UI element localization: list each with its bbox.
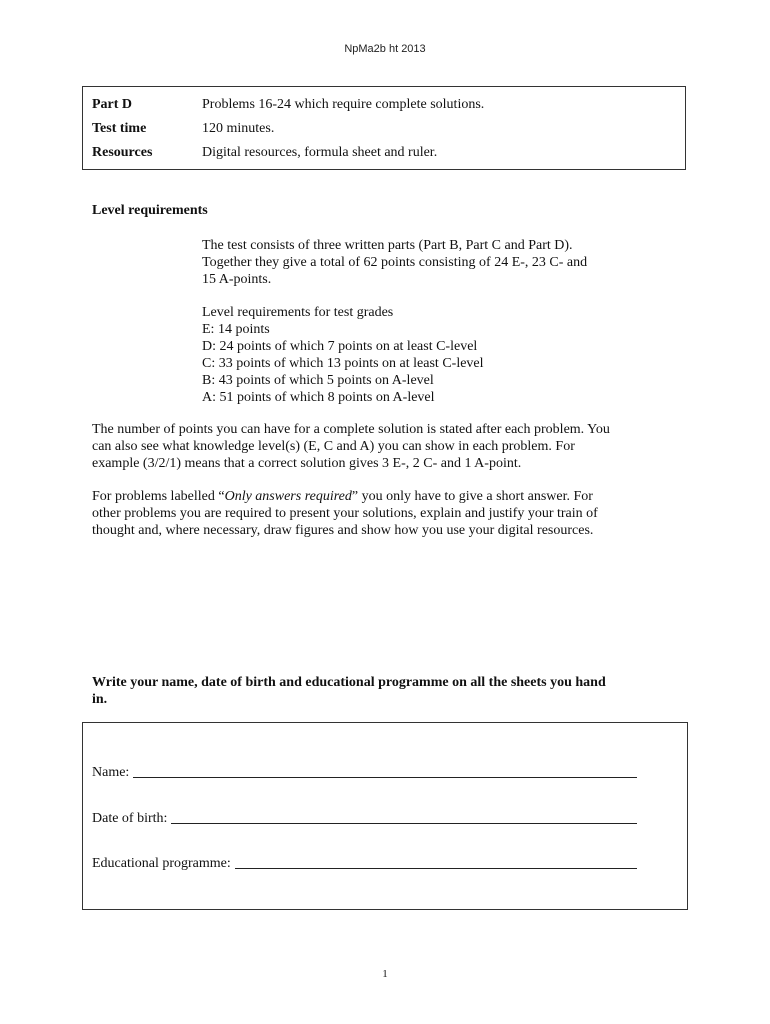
grade-requirement-b: B: 43 points of which 5 points on A-level (202, 373, 434, 388)
hand-in-instruction-line-1: Write your name, date of birth and educational programme on all the sheets you hand (92, 675, 606, 690)
info-value-part: Problems 16-24 which require complete solutions. (202, 97, 485, 112)
grade-requirements-heading: Level requirements for test grades (202, 305, 394, 320)
answers-info-paragraph (92, 488, 682, 539)
document-code-header: NpMa2b ht 2013 (344, 43, 426, 55)
educational-programme-line[interactable] (235, 854, 637, 869)
grade-requirement-c: C: 33 points of which 13 points on at least C-level (202, 356, 484, 371)
only-answers-required-label: Only answers required (224, 489, 352, 504)
educational-programme-label: Educational programme: (92, 856, 231, 871)
test-structure-line-1: The test consists of three written parts (Part B, Part C and Part D). (202, 238, 573, 253)
grade-requirements-list (202, 321, 652, 406)
date-of-birth-field[interactable] (92, 807, 637, 827)
points-info-paragraph (92, 421, 682, 472)
info-label-resources: Resources (92, 145, 153, 160)
page-number: 1 (382, 968, 388, 980)
grade-requirement-e: E: 14 points (202, 322, 270, 337)
student-details-form (82, 722, 688, 910)
name-label: Name: (92, 765, 130, 780)
test-info-box (82, 86, 686, 170)
test-structure-paragraph (202, 237, 652, 288)
test-structure-line-3: 15 A-points. (202, 272, 272, 287)
points-info-line-3: example (3/2/1) means that a correct solution gives 3 E-, 2 C- and 1 A-point. (92, 456, 522, 471)
hand-in-instruction (92, 674, 682, 708)
answers-info-line-3: thought and, where necessary, draw figures and show how you use your digital resources. (92, 523, 594, 538)
info-label-part: Part D (92, 97, 133, 112)
grade-requirements-block (202, 304, 652, 406)
info-value-resources: Digital resources, formula sheet and ruler. (202, 145, 438, 160)
info-label-test-time: Test time (92, 121, 147, 136)
date-of-birth-label: Date of birth: (92, 811, 168, 826)
educational-programme-field[interactable] (92, 852, 637, 872)
hand-in-instruction-line-2: in. (92, 692, 108, 707)
answers-info-line-2: other problems you are required to present your solutions, explain and justify your train of (92, 506, 598, 521)
answers-info-line-1 (92, 488, 682, 505)
info-value-test-time: 120 minutes. (202, 121, 275, 136)
date-of-birth-line[interactable] (171, 809, 637, 824)
level-requirements-title: Level requirements (92, 203, 208, 218)
answers-info-line-1-end: ” you only have to give a short answer. For (351, 489, 593, 504)
grade-requirement-d: D: 24 points of which 7 points on at least C-level (202, 339, 478, 354)
answers-info-line-1-start: For problems labelled “ (92, 489, 225, 504)
points-info-line-2: can also see what knowledge level(s) (E, C and A) you can show in each problem. For (92, 439, 575, 454)
test-structure-line-2: Together they give a total of 62 points consisting of 24 E-, 23 C- and (202, 255, 588, 270)
points-info-line-1: The number of points you can have for a complete solution is stated after each problem. You (92, 422, 610, 437)
name-line[interactable] (133, 763, 637, 778)
grade-requirement-a: A: 51 points of which 8 points on A-level (202, 390, 435, 405)
name-field[interactable] (92, 761, 637, 781)
